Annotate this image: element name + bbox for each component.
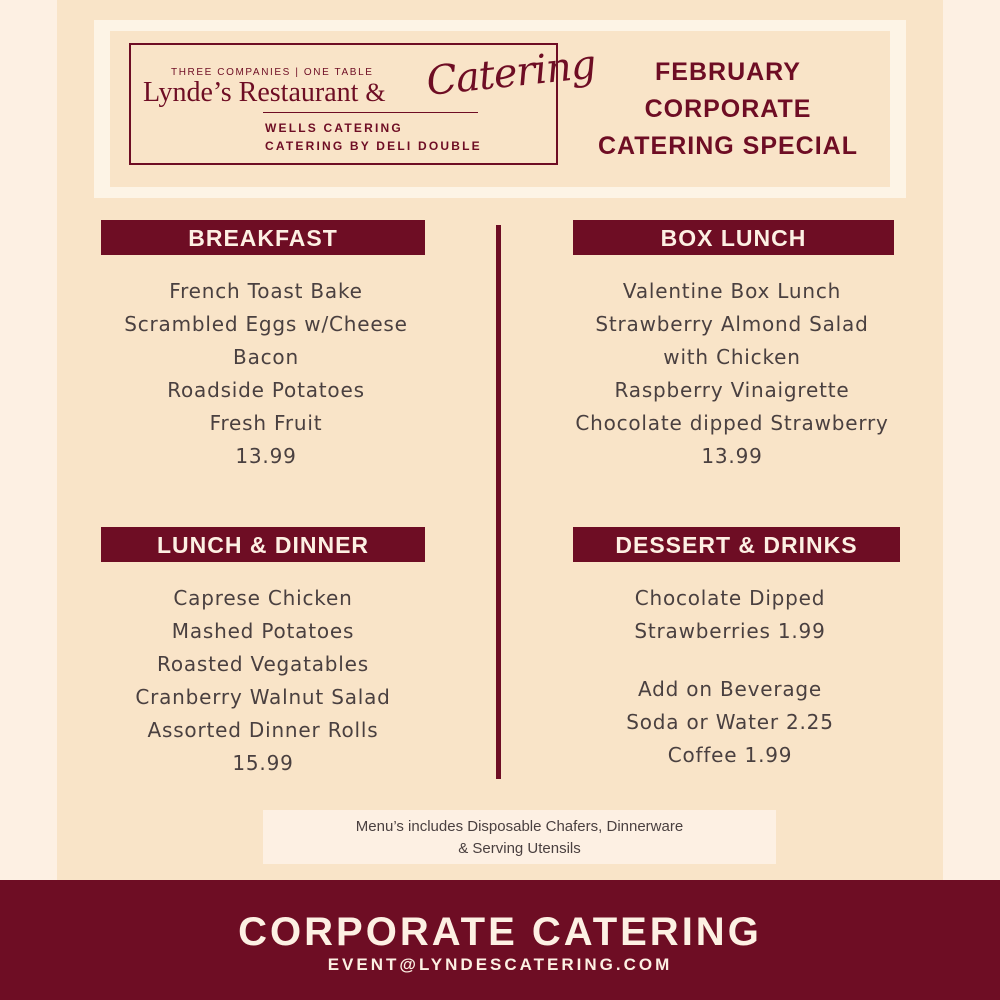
footer-title: CORPORATE CATERING [238,910,762,954]
menu-item: Roasted Vegatables [157,652,369,676]
menu-item: Coffee 1.99 [667,743,793,767]
menu-item: Add on Beverage [638,677,822,701]
note-line: Menu’s includes Disposable Chafers, Dinnerware [355,818,684,835]
logo-restaurant-name [143,77,386,109]
menu-item: French Toast Bake [169,279,363,303]
menu-item: Assorted Dinner Rolls [147,718,379,742]
special-line: FEBRUARY [655,58,801,86]
box-lunch-items [552,275,912,473]
company-logo [129,41,598,165]
menu-price: 13.99 [235,444,297,468]
menu-item: Chocolate Dipped [634,586,826,610]
lunch-dinner-items [101,582,425,780]
menu-price: 13.99 [701,444,763,468]
menu-item: Fresh Fruit [209,411,323,435]
menu-item: with Chicken [663,345,801,369]
beverage-items [573,673,887,772]
menu-item: Chocolate dipped Strawberry [575,411,889,435]
menu-item: Bacon [233,345,299,369]
special-line: CATERING SPECIAL [598,132,858,160]
logo-tagline: THREE COMPANIES | ONE TABLE [171,67,374,78]
special-line: CORPORATE [644,95,812,123]
menu-price: 15.99 [232,751,294,775]
logo-sub-deli-double: CATERING BY DELI DOUBLE [265,139,482,153]
dessert-items [573,582,887,648]
logo-ampersand: & [365,78,386,107]
menu-item: Cranberry Walnut Salad [135,685,391,709]
menu-note [263,810,776,864]
breakfast-heading: BREAKFAST [101,220,425,255]
menu-item: Soda or Water 2.25 [626,710,834,734]
menu-item: Scrambled Eggs w/Cheese [124,312,408,336]
lunch-dinner-heading: LUNCH & DINNER [101,527,425,562]
box-lunch-heading: BOX LUNCH [573,220,894,255]
note-line: & Serving Utensils [458,840,581,857]
logo-sub-wells: WELLS CATERING [265,121,403,135]
footer-email: EVENT@LYNDESCATERING.COM [327,955,673,974]
logo-script-catering: Catering [424,41,598,105]
menu-item: Mashed Potatoes [171,619,355,643]
center-divider [496,225,501,779]
menu-item: Caprese Chicken [173,586,353,610]
menu-item: Raspberry Vinaigrette [614,378,850,402]
breakfast-items [101,275,431,473]
footer-banner [0,880,1000,1000]
menu-item: Valentine Box Lunch [622,279,842,303]
special-heading [588,54,868,165]
logo-rule [263,112,478,113]
menu-item: Roadside Potatoes [167,378,365,402]
logo-name-text: Lynde’s Restaurant [143,77,359,108]
dessert-drinks-heading: DESSERT & DRINKS [573,527,900,562]
menu-item: Strawberry Almond Salad [595,312,869,336]
menu-item: Strawberries 1.99 [634,619,826,643]
